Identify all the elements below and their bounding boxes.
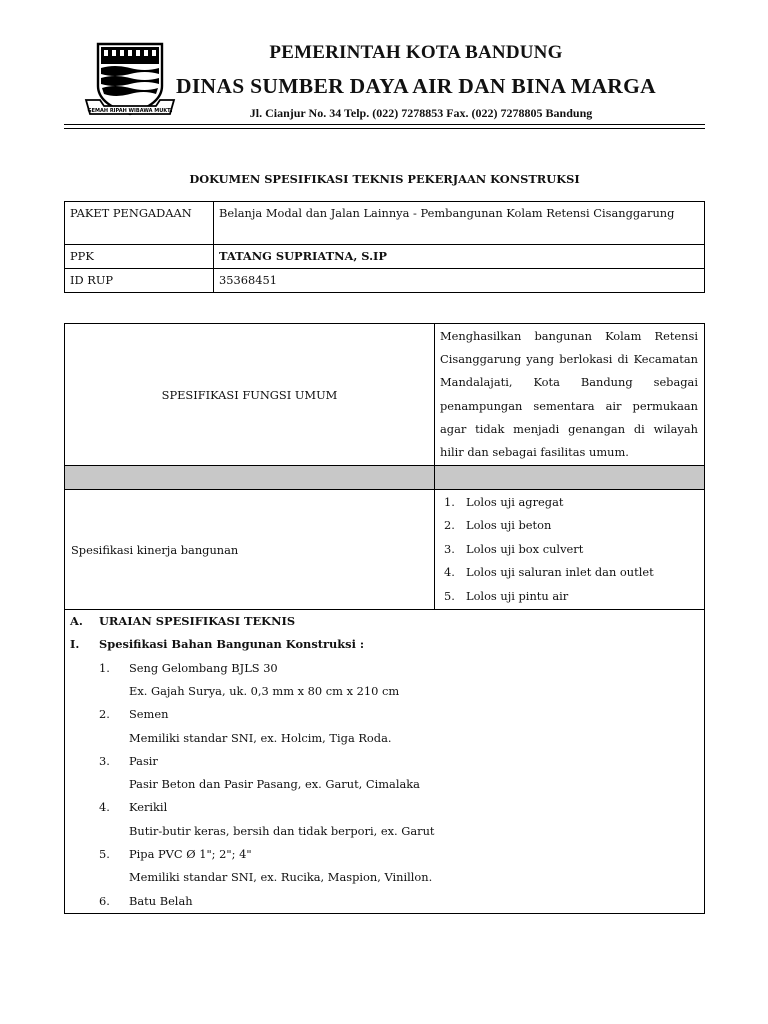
material-desc: Memiliki standar SNI, ex. Holcim, Tiga Roda. xyxy=(129,730,392,745)
material-item: 4. Kerikil xyxy=(99,800,168,815)
shaded-divider-row xyxy=(65,466,705,490)
bandung-city-logo xyxy=(84,40,176,122)
material-desc: Pasir Beton dan Pasir Pasang, ex. Garut, Cimalaka xyxy=(129,777,420,792)
material-item: 5. Pipa PVC Ø 1"; 2"; 4" xyxy=(99,847,252,861)
uraian-section xyxy=(65,610,705,914)
material-desc: Ex. Gajah Surya, uk. 0,3 mm x 80 cm x 210 cm xyxy=(129,683,400,698)
material-desc: Memiliki standar SNI, ex. Rucika, Maspion, Vinillon. xyxy=(129,870,433,885)
letterhead-rule-thick xyxy=(64,124,705,125)
logo-motto-text: GEMAH RIPAH WIBAWA MUKTI xyxy=(87,108,173,114)
table-row xyxy=(65,202,705,245)
letterhead-rule-thin xyxy=(64,128,705,129)
kinerja-label: Spesifikasi kinerja bangunan xyxy=(65,490,435,610)
info-label: ID RUP xyxy=(65,269,214,293)
info-label: PAKET PENGADAAN xyxy=(65,202,214,245)
list-item: 4. Lolos uji saluran inlet dan outlet xyxy=(444,565,654,580)
kinerja-list xyxy=(436,491,703,608)
org-name-line2: DINAS SUMBER DAYA AIR DAN BINA MARGA xyxy=(176,74,656,98)
info-value: 35368451 xyxy=(214,269,705,293)
table-row xyxy=(65,490,705,610)
material-item: 1. Seng Gelombang BJLS 30 xyxy=(99,660,278,675)
material-item: 6. Batu Belah xyxy=(99,893,193,908)
table-row xyxy=(65,245,705,269)
material-item: 2. Semen xyxy=(99,707,169,722)
kinerja-list-cell xyxy=(435,490,705,610)
info-label: PPK xyxy=(65,245,214,269)
org-name-line1: PEMERINTAH KOTA BANDUNG xyxy=(269,42,563,63)
list-item: 1. Lolos uji agregat xyxy=(444,495,564,509)
material-desc: Butir-butir keras, bersih dan tidak berpori, ex. Garut xyxy=(129,823,435,838)
fungsi-umum-text: Menghasilkan bangunan Kolam Retensi Cisanggarung yang berlokasi di Kecamatan Mandalajati, Kota Bandung sebagai penampungan sementara air permukaan agar tidak menjadi genangan di wilayah hilir dan sebagai fasilitas umum. xyxy=(435,324,705,466)
table-row xyxy=(65,269,705,293)
info-value: Belanja Modal dan Jalan Lainnya - Pembangunan Kolam Retensi Cisanggarung xyxy=(214,202,705,245)
org-address: Jl. Cianjur No. 34 Telp. (022) 7278853 Fax. (022) 7278805 Bandung xyxy=(249,106,593,120)
list-item: 2. Lolos uji beton xyxy=(444,518,552,533)
section-heading: A. URAIAN SPESIFIKASI TEKNIS xyxy=(70,614,296,629)
table-row xyxy=(65,324,705,466)
document-title: DOKUMEN SPESIFIKASI TEKNIS PEKERJAAN KONSTRUKSI xyxy=(189,172,580,186)
list-item: 5. Lolos uji pintu air xyxy=(444,588,569,603)
info-value: TATANG SUPRIATNA, S.IP xyxy=(214,245,705,269)
procurement-info-table xyxy=(64,201,705,293)
fungsi-umum-label: SPESIFIKASI FUNGSI UMUM xyxy=(65,324,435,466)
list-item: 3. Lolos uji box culvert xyxy=(444,541,584,556)
table-row xyxy=(65,610,705,914)
subsection-heading: I. Spesifikasi Bahan Bangunan Konstruksi : xyxy=(70,637,365,652)
specification-table xyxy=(64,323,705,914)
material-item: 3. Pasir xyxy=(99,753,158,768)
